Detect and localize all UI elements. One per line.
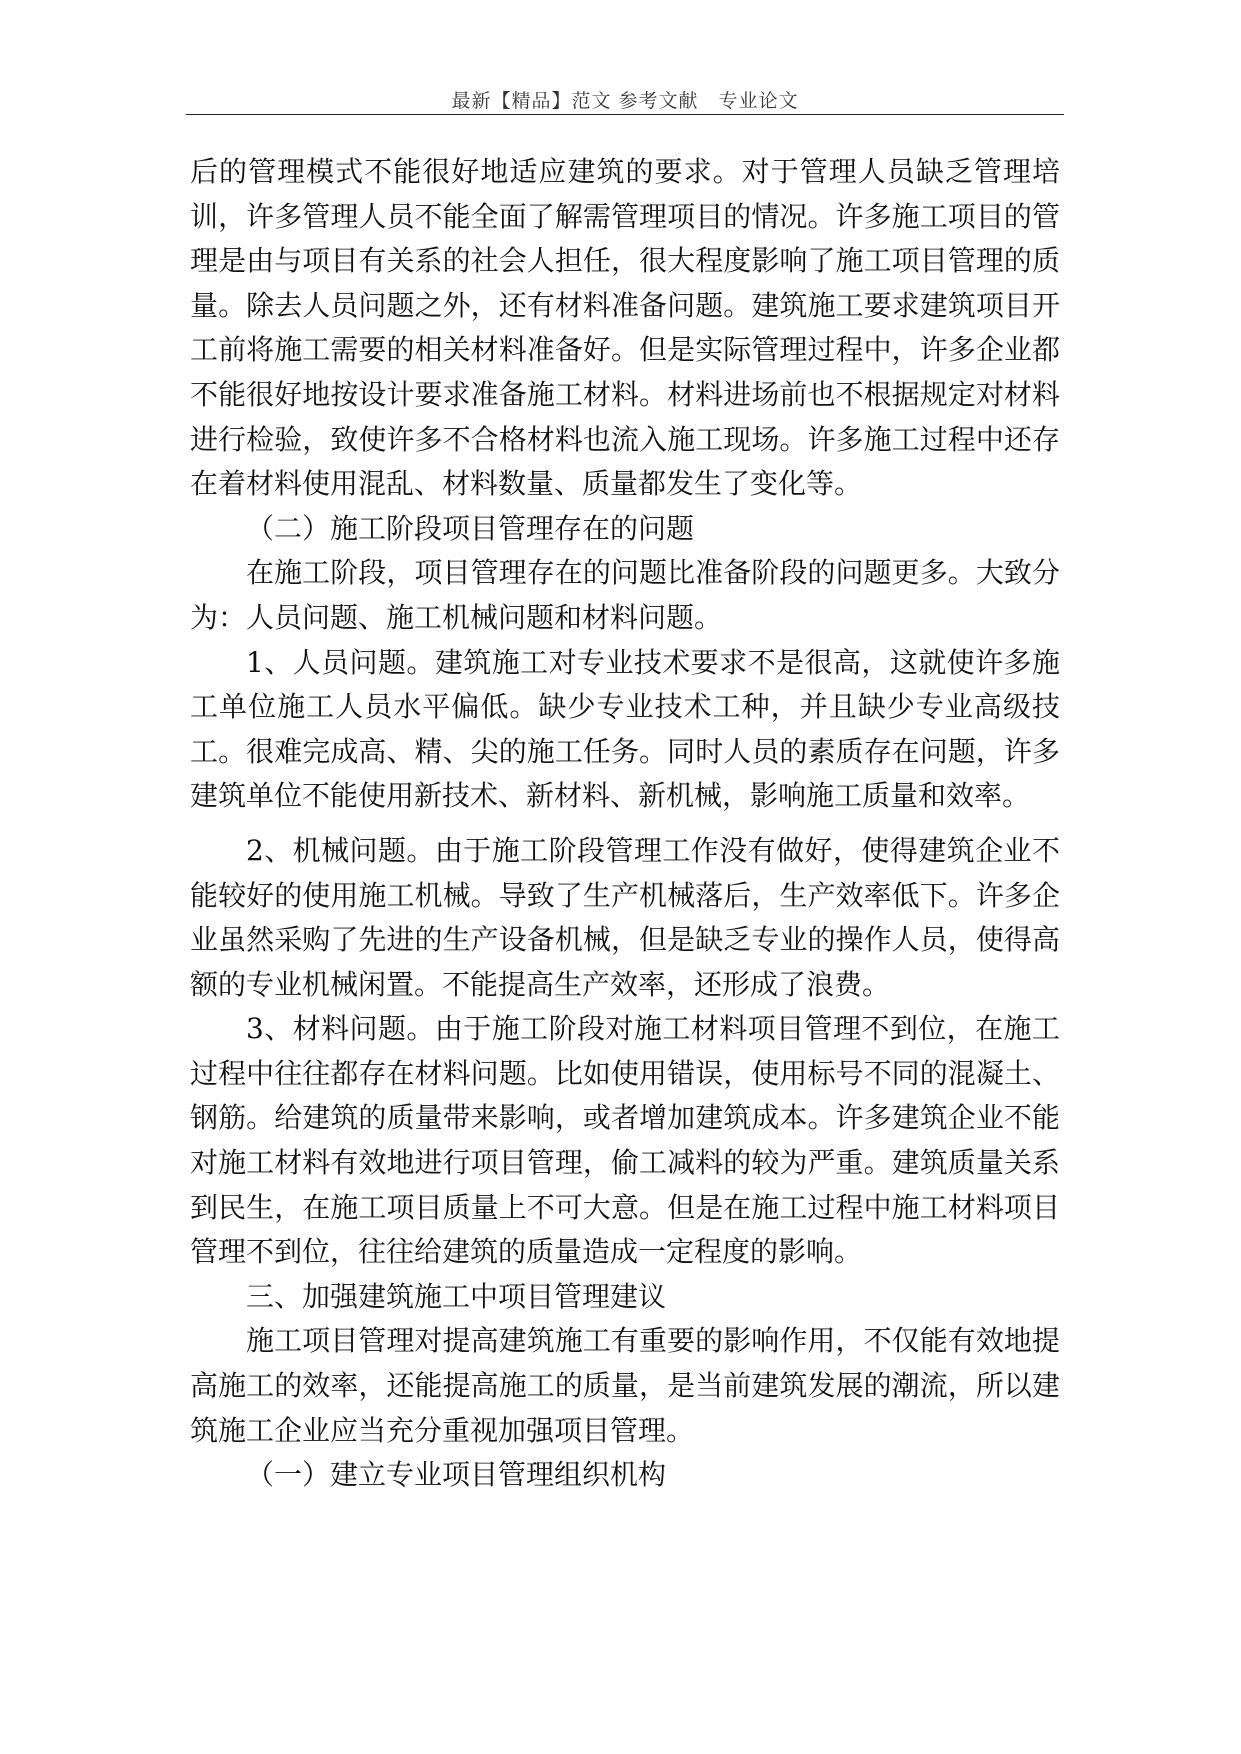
section-heading-organization: （一）建立专业项目管理组织机构 [246,1458,667,1492]
page-header: 最新【精品】范文 参考文献 专业论文 [451,90,799,112]
paragraph-suggestions: 施工项目管理对提高建筑施工有重要的影响作用，不仅能有效地提高施工的效率，还能提高施工的质量，是当前建筑发展的潮流，所以建筑施工企业应当充分重视加强项目管理。 [190,1324,1060,1447]
section-heading-suggestions: 三、加强建筑施工中项目管理建议 [246,1279,667,1313]
header-divider [186,114,1064,115]
paragraph-personnel-issues: 1、人员问题。建筑施工对专业技术要求不是很高，这就使许多施工单位施工人员水平偏低。缺少专业技术工种，并且缺少专业高级技工。很难完成高、精、尖的施工任务。同时人员的素质存在问题，许多建筑单位不能使用新技术、新材料、新机械，影响施工质量和效率。 [190,645,1060,813]
document-body [190,150,1060,1498]
section-heading-construction-stage: （二）施工阶段项目管理存在的问题 [246,511,695,545]
paragraph-material-issues: 3、材料问题。由于施工阶段对施工材料项目管理不到位，在施工过程中往往都存在材料问题。比如使用错误，使用标号不同的混凝土、钢筋。给建筑的质量带来影响，或者增加建筑成本。许多建筑企业不能对施工材料有效地进行项目管理，偷工减料的较为严重。建筑质量关系到民生，在施工项目质量上不可大意。但是在施工过程中施工材料项目管理不到位，往往给建筑的质量造成一定程度的影响。 [190,1012,1060,1269]
paragraph-machinery-issues: 2、机械问题。由于施工阶段管理工作没有做好，使得建筑企业不能较好的使用施工机械。导致了生产机械落后，生产效率低下。许多企业虽然采购了先进的生产设备机械，但是缺乏专业的操作人员，使得高额的专业机械闲置。不能提高生产效率，还形成了浪费。 [190,833,1060,1001]
paragraph-intro: 后的管理模式不能很好地适应建筑的要求。对于管理人员缺乏管理培训，许多管理人员不能全面了解需管理项目的情况。许多施工项目的管理是由与项目有关系的社会人担任，很大程度影响了施工项目管理的质量。除去人员问题之外，还有材料准备问题。建筑施工要求建筑项目开工前将施工需要的相关材料准备好。但是实际管理过程中，许多企业都不能很好地按设计要求准备施工材料。材料进场前也不根据规定对材料进行检验，致使许多不合格材料也流入施工现场。许多施工过程中还存在着材料使用混乱、材料数量、质量都发生了变化等。 [190,155,1060,501]
paragraph-construction-stage: 在施工阶段，项目管理存在的问题比准备阶段的问题更多。大致分为：人员问题、施工机械问题和材料问题。 [190,556,1060,634]
